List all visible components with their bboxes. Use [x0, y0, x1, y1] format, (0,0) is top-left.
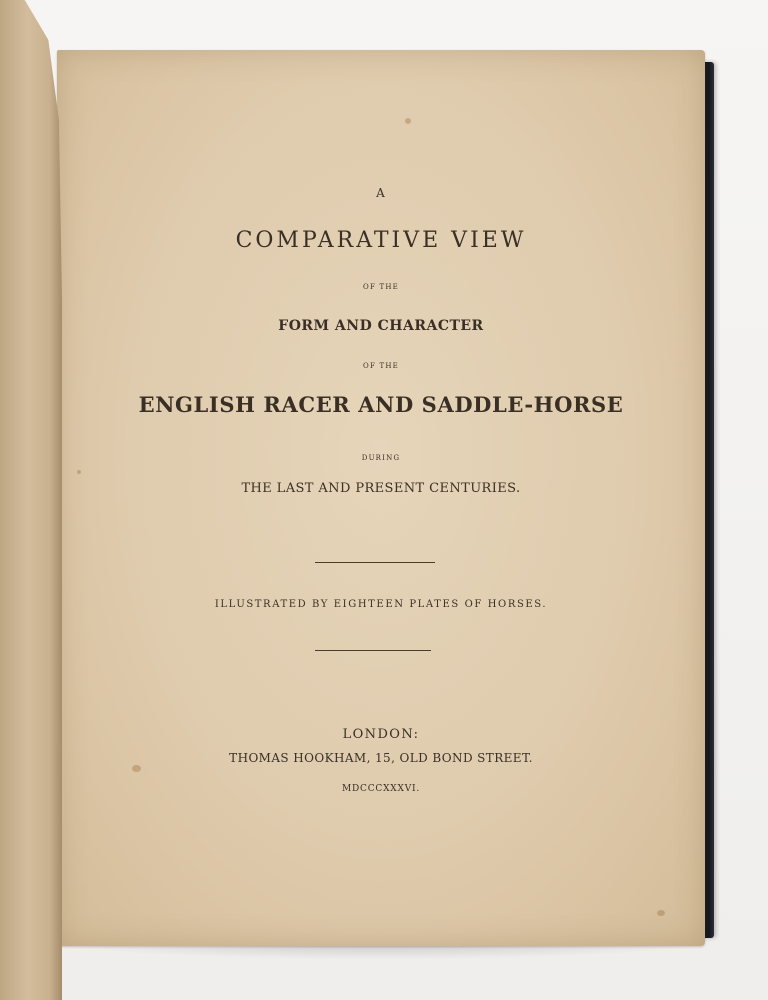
divider-rule-top [315, 562, 435, 563]
facing-page-edge [0, 0, 62, 1000]
title-connector-3: DURING [361, 454, 401, 462]
illustration-note: ILLUSTRATED BY EIGHTEEN PLATES OF HORSES. [214, 599, 548, 610]
title-connector-2: OF THE [363, 362, 399, 370]
imprint-city: LONDON: [342, 727, 420, 742]
main-title: COMPARATIVE VIEW [235, 228, 527, 253]
foxing-spot [657, 910, 665, 916]
title-article: A [376, 186, 386, 200]
title-connector-1: OF THE [363, 283, 399, 291]
foxing-spot [405, 118, 411, 124]
subject-heading: ENGLISH RACER AND SADDLE-HORSE [138, 392, 624, 417]
subtitle: FORM AND CHARACTER [278, 318, 484, 334]
foxing-spot [132, 765, 141, 772]
imprint-date: MDCCCXXXVI. [341, 784, 421, 794]
period-line: THE LAST AND PRESENT CENTURIES. [241, 481, 521, 496]
title-page [57, 50, 705, 946]
foxing-spot [77, 470, 81, 474]
imprint-publisher: THOMAS HOOKHAM, 15, OLD BOND STREET. [229, 751, 533, 765]
divider-rule-bottom [315, 650, 431, 651]
